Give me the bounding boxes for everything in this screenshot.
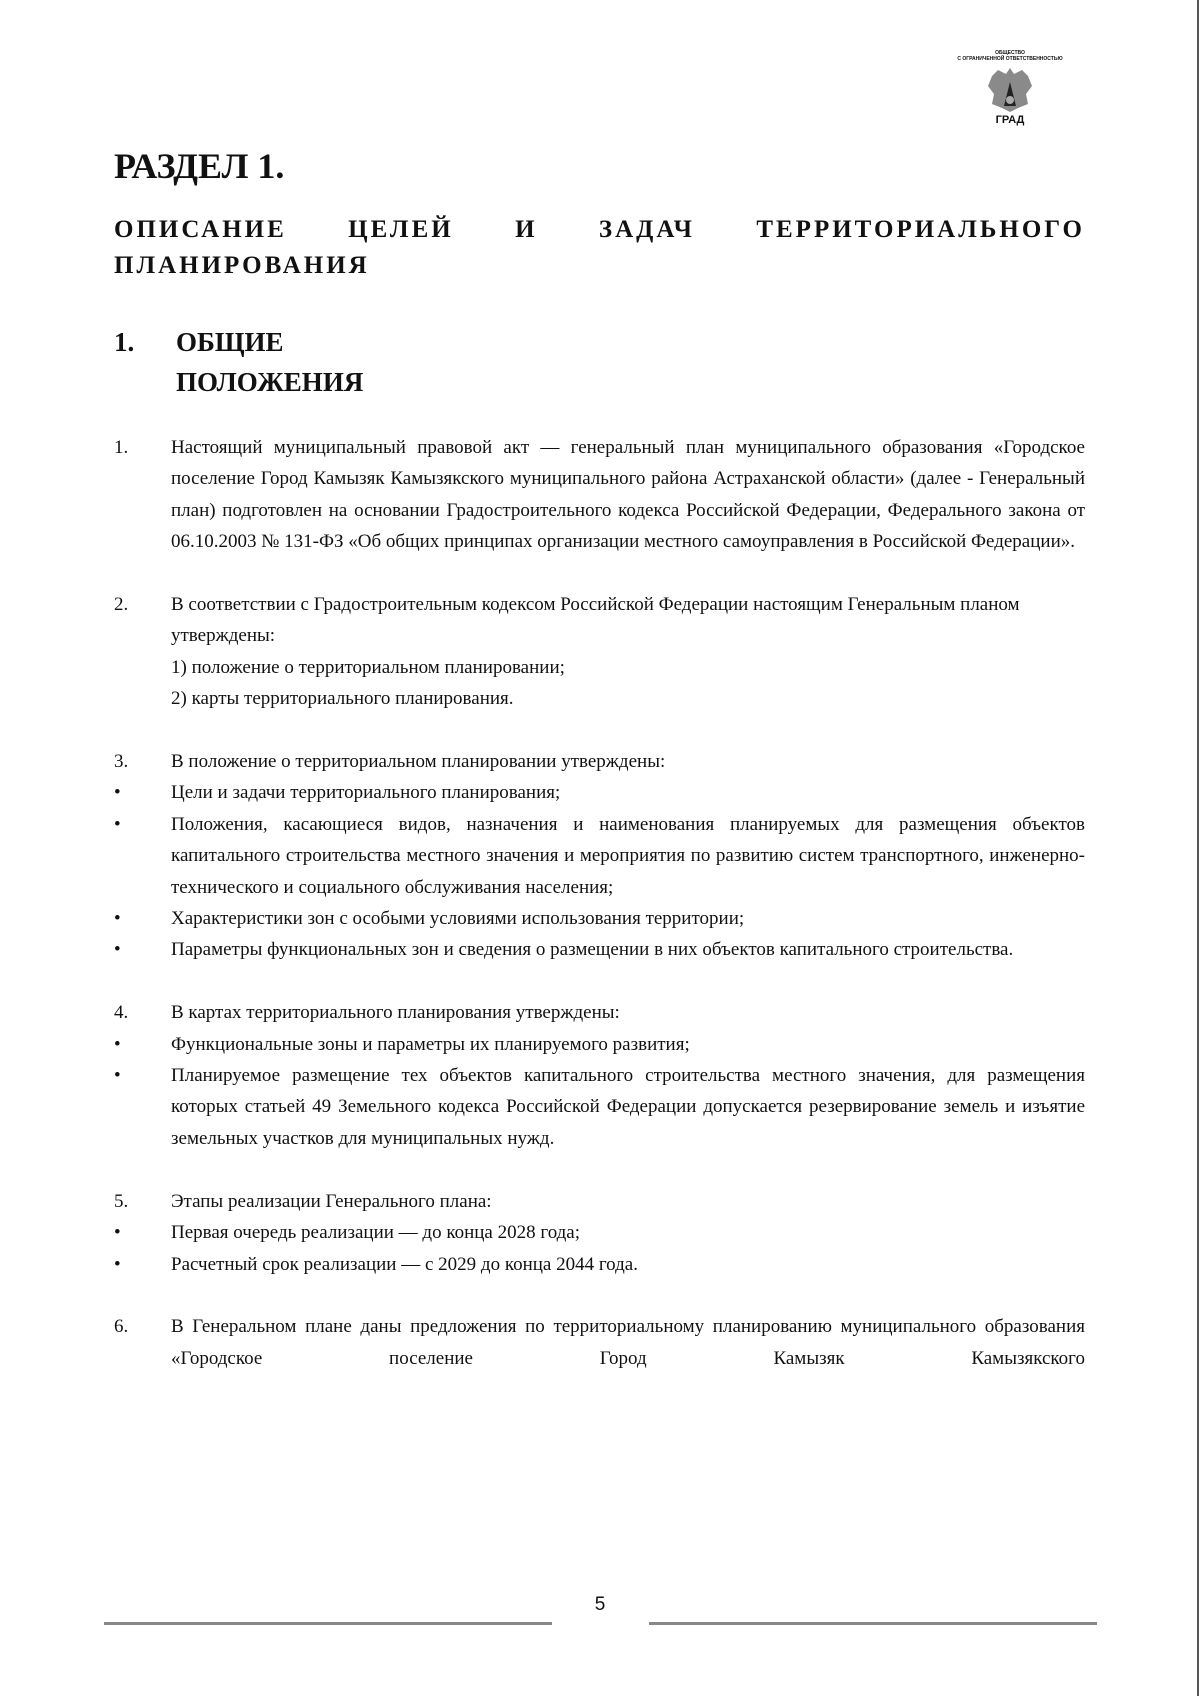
bullet-item	[114, 777, 1085, 808]
bullet-icon: •	[114, 1033, 121, 1055]
logo-line2: С ОГРАНИЧЕННОЙ ОТВЕТСТВЕННОСТЬЮ	[957, 56, 1063, 62]
item-number: 4.	[114, 1002, 129, 1024]
sub-item: 1) положение о территориальном планировании;	[171, 656, 565, 678]
bullet-item	[114, 1249, 1085, 1280]
bullet-icon: •	[114, 813, 121, 835]
item-number: 6.	[114, 1316, 129, 1338]
bullet-item	[114, 1217, 1085, 1248]
bullet-icon: •	[114, 908, 121, 930]
bullet-text: Цели и задачи территориального планирования;	[171, 782, 561, 804]
bullet-text: Функциональные зоны и параметры их планируемого развития;	[171, 1033, 690, 1055]
bullet-text: Положения, касающиеся видов, назначения и наименования планируемых для размещения объектов капитального строительства местного значения и мероприятия по развитию систем транспортного, инженерно-технического и социального обслуживания населения;	[171, 813, 1085, 898]
item-text: В Генеральном плане даны предложения по территориальному планированию муниципального образования «Городское поселение Город Камызяк Камызякского	[171, 1316, 1085, 1369]
bullet-item	[114, 903, 1085, 934]
bullet-text: Планируемое размещение тех объектов капитального строительства местного значения, для размещения которых статьей 49 Земельного кодекса Российской Федерации допускается резервирование земель и изъятие земельных участков для муниципальных нужд.	[171, 1065, 1085, 1149]
page-number: 5	[594, 1594, 606, 1615]
bullet-icon: •	[114, 1253, 121, 1275]
footer-rule-left	[104, 1622, 552, 1625]
bullet-text: Характеристики зон с особыми условиями использования территории;	[171, 908, 745, 930]
list-item-3	[114, 746, 1085, 777]
item-number: 2.	[114, 594, 129, 616]
bullet-item	[114, 1060, 1085, 1154]
item-number: 5.	[114, 1190, 129, 1212]
page-title: РАЗДЕЛ 1.	[114, 146, 285, 186]
bullet-text: Первая очередь реализации — до конца 2028 года;	[171, 1222, 581, 1244]
logo-name: ГРАД	[995, 114, 1025, 126]
item-text: В соответствии с Градостроительным кодексом Российской Федерации настоящим Генеральным планом утверждены:	[171, 594, 1020, 647]
item-text: В картах территориального планирования утверждены:	[171, 1002, 620, 1024]
bullet-text: Расчетный срок реализации — с 2029 до конца 2044 года.	[171, 1253, 638, 1275]
list-item-5	[114, 1186, 1085, 1217]
section-title-line2: ПОЛОЖЕНИЯ	[176, 367, 364, 397]
item-number: 3.	[114, 751, 129, 773]
item-number: 1.	[114, 437, 129, 458]
section-title-line1: ОБЩИЕ	[176, 327, 284, 357]
list-item-1	[114, 432, 1085, 558]
list-item-6	[114, 1311, 1085, 1374]
bullet-item	[114, 934, 1085, 965]
section-number: 1.	[114, 327, 135, 357]
eagle-emblem-icon	[984, 64, 1036, 114]
document-body	[114, 432, 1085, 1374]
bullet-icon: •	[114, 1065, 121, 1087]
sub-item: 2) карты территориального планирования.	[171, 688, 514, 710]
footer-rule-right	[649, 1622, 1097, 1625]
bullet-text: Параметры функциональных зон и сведения о размещении в них объектов капитального строительства.	[171, 939, 1014, 961]
bullet-icon: •	[114, 782, 121, 804]
page-frame-edge	[1197, 0, 1199, 1696]
bullet-item	[114, 1029, 1085, 1060]
item-text: Настоящий муниципальный правовой акт — генеральный план муниципального образования «Городское поселение Город Камызяк Камызякского муниципального района Астраханской области» (далее - Генеральный план) подготовлен на основании Градостроительного кодекса Российской Федерации, Федерального закона от 06.10.2003 № 131-ФЗ «Об общих принципах организации местного самоуправления в Российской Федерации».	[171, 437, 1085, 553]
logo-line1: ОБЩЕСТВО	[995, 50, 1025, 56]
bullet-icon: •	[114, 939, 121, 961]
list-item-4	[114, 997, 1085, 1028]
bullet-icon: •	[114, 1222, 121, 1244]
bullet-item	[114, 809, 1085, 903]
list-item-2	[114, 589, 1085, 715]
page-subtitle: ОПИСАНИЕ ЦЕЛЕЙ И ЗАДАЧ ТЕРРИТОРИАЛЬНОГО ПЛАНИРОВАНИЯ	[114, 216, 1085, 279]
item-text: Этапы реализации Генерального плана:	[171, 1190, 492, 1212]
company-logo	[920, 50, 1100, 126]
item-text: В положение о территориальном планировании утверждены:	[171, 751, 666, 773]
